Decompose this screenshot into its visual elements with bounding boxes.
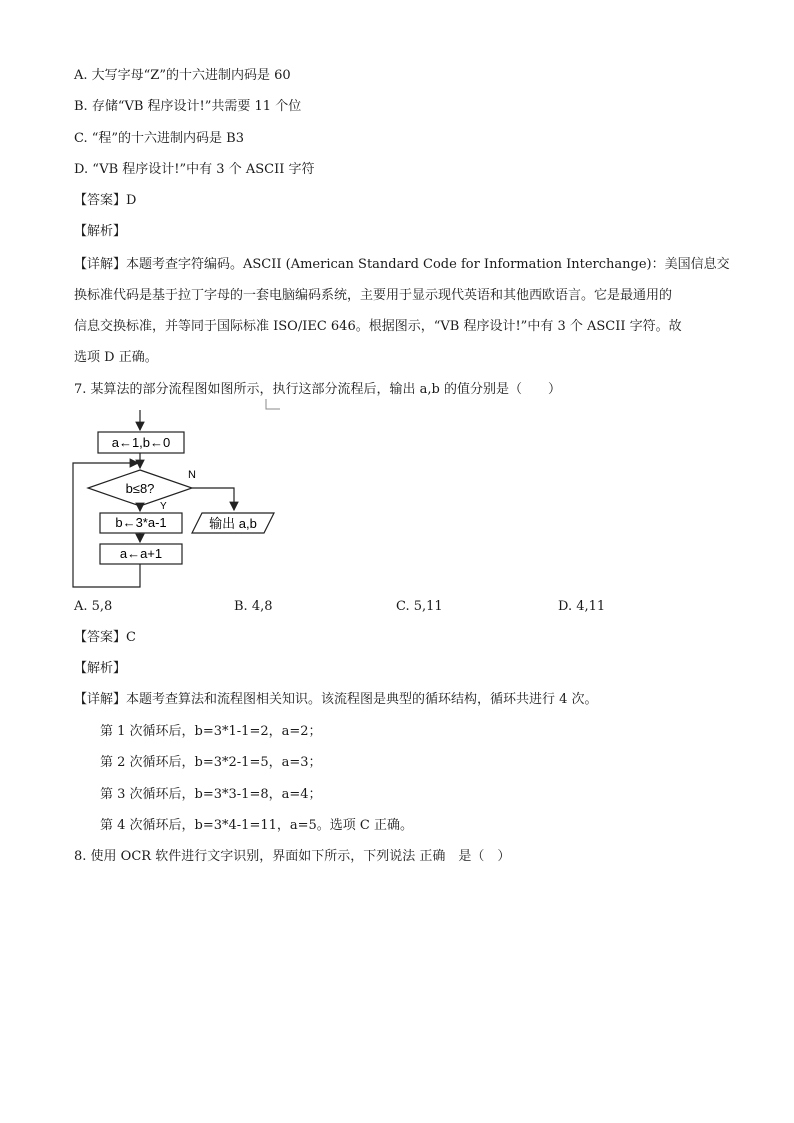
q8-stem: 8. 使用 OCR 软件进行文字识别，界面如下所示，下列说法 正确 是（ ）: [74, 849, 511, 864]
q7-answer: 【答案】C: [74, 630, 136, 645]
no-label: N: [188, 469, 196, 481]
q7-analysis-heading: 【解析】: [74, 661, 127, 676]
q7-step-4: 第 4 次循环后，b=3*4-1=11，a=5。选项 C 正确。: [100, 818, 414, 833]
init-text: a←1,b←0: [111, 435, 171, 450]
q7-choice-d: D. 4,11: [558, 599, 606, 614]
q7-flowchart: [60, 400, 300, 595]
q7-choice-b: B. 4,8: [234, 599, 273, 614]
step2-text: a←a+1: [119, 546, 163, 561]
condition-text: b≤8?: [125, 481, 155, 496]
q6-answer: 【答案】D: [74, 193, 137, 208]
q6-detail-line-1: 【详解】本题考查字符编码。ASCII (American Standard Code for Information Interchange)：美国信息交: [74, 257, 730, 272]
q6-detail-line-4: 选项 D 正确。: [74, 350, 158, 365]
q6-option-b: B. 存储“VB 程序设计!”共需要 11 个位: [74, 99, 302, 114]
q7-step-3: 第 3 次循环后，b=3*3-1=8，a=4；: [100, 787, 322, 802]
q7-stem: 7. 某算法的部分流程图如图所示，执行这部分流程后，输出 a,b 的值分别是（ ）: [74, 382, 562, 397]
q6-option-c: C. “程”的十六进制内码是 B3: [74, 131, 244, 146]
q7-choice-c: C. 5,11: [396, 599, 443, 614]
q6-analysis-heading: 【解析】: [74, 224, 127, 239]
step1-text: b←3*a-1: [115, 515, 167, 530]
q7-step-2: 第 2 次循环后，b=3*2-1=5，a=3；: [100, 755, 322, 770]
q7-step-1: 第 1 次循环后，b=3*1-1=2，a=2；: [100, 724, 322, 739]
q6-option-a: A. 大写字母“Z”的十六进制内码是 60: [74, 68, 291, 83]
q7-choice-a: A. 5,8: [74, 599, 113, 614]
output-text: 输出 a,b: [209, 516, 257, 531]
q6-detail-line-2: 换标准代码是基于拉丁字母的一套电脑编码系统，主要用于显示现代英语和其他西欧语言。它是最通用的: [74, 288, 673, 303]
q6-detail-line-3: 信息交换标准，并等同于国际标准 ISO/IEC 646。根据图示，“VB 程序设计!”中有 3 个 ASCII 字符。故: [74, 319, 682, 334]
yes-label: Y: [160, 501, 167, 512]
no-branch-arrow: [192, 488, 234, 510]
q7-detail: 【详解】本题考查算法和流程图相关知识。该流程图是典型的循环结构，循环共进行 4 次。: [74, 692, 598, 707]
q6-option-d: D. “VB 程序设计!”中有 3 个 ASCII 字符: [74, 162, 315, 177]
